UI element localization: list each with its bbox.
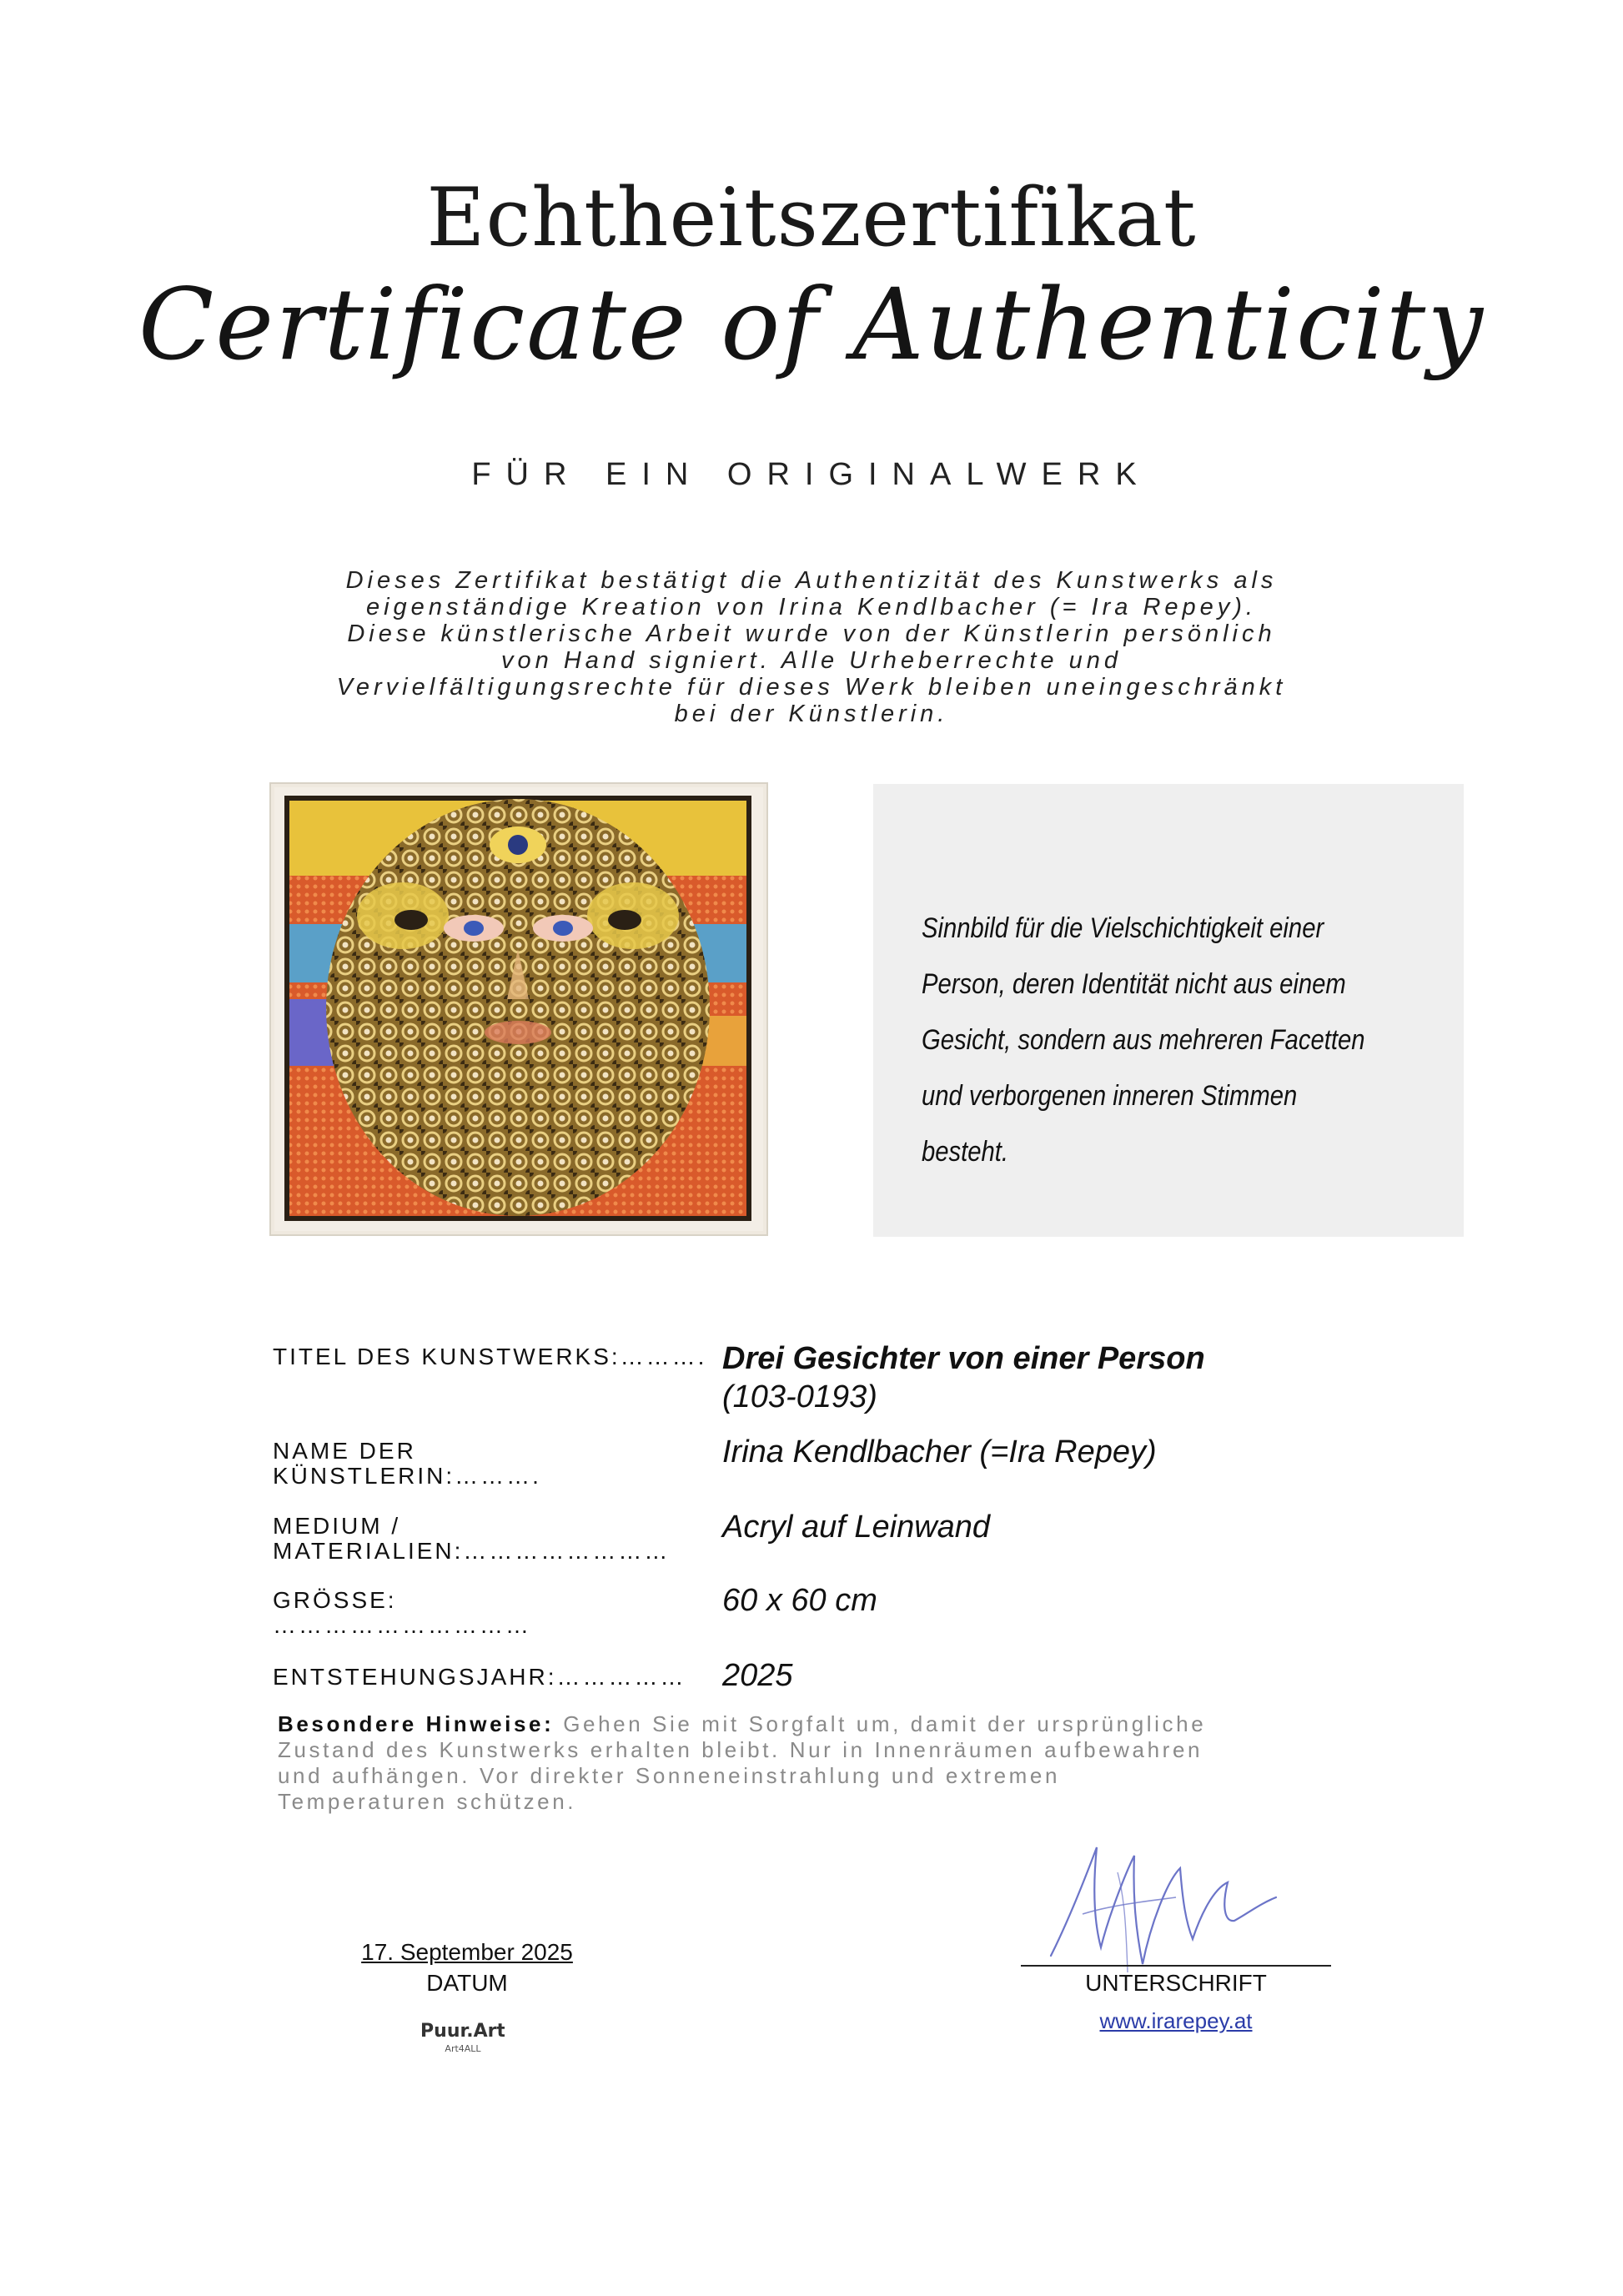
logo-text-main: Puur.Art xyxy=(421,2021,505,2042)
notes-line: Zustand des Kunstwerks erhalten bleibt. Nur in Innenräumen aufbewahren xyxy=(278,1737,1203,1762)
date-label: DATUM xyxy=(426,1970,508,1996)
logo-text-sub: Art4ALL xyxy=(445,2043,481,2054)
description-line: besteht. xyxy=(922,1136,1009,1168)
intro-line: Diese künstlerische Arbeit wurde von der Künstlerin persönlich xyxy=(347,620,1276,647)
medium-label xyxy=(273,1514,670,1564)
signature-line xyxy=(1021,1965,1331,1967)
description-line: und verborgenen inneren Stimmen xyxy=(922,1080,1298,1112)
year-value: 2025 xyxy=(722,1658,793,1693)
artwork-description xyxy=(922,901,1452,1180)
notes-line: Temperaturen schützen. xyxy=(278,1789,577,1814)
puur-art-logo xyxy=(421,2012,505,2062)
size-label xyxy=(273,1588,531,1638)
intro-paragraph xyxy=(284,567,1339,727)
size-value: 60 x 60 cm xyxy=(722,1583,877,1618)
certificate-title-german: Echtheitszertifikat xyxy=(426,171,1197,264)
website-link[interactable]: www.irarepey.at xyxy=(1099,2008,1253,2033)
description-line: Sinnbild für die Vielschichtigkeit einer xyxy=(922,912,1324,944)
artist-label xyxy=(273,1439,541,1489)
intro-line: eigenständige Kreation von Irina Kendlbacher (= Ira Repey). xyxy=(365,594,1257,620)
artist-value: Irina Kendlbacher (=Ira Repey) xyxy=(722,1434,1157,1470)
year-label: ENTSTEHUNGSJAHR:…………… xyxy=(273,1664,686,1690)
certificate-date: 17. September 2025 xyxy=(361,1939,573,1965)
artist-label-line: KÜNSTLERIN:………. xyxy=(273,1463,541,1489)
intro-line: Vervielfältigungsrechte für dieses Werk bleiben uneingeschränkt xyxy=(336,674,1287,701)
notes-line: und aufhängen. Vor direkter Sonneneinstrahlung und extremen xyxy=(278,1763,1061,1788)
artwork-image xyxy=(269,782,768,1236)
special-notes xyxy=(278,1711,1279,1815)
artwork-code-value: (103-0193) xyxy=(722,1379,877,1414)
medium-label-line: MATERIALIEN:…………………… xyxy=(273,1538,671,1564)
notes-label: Besondere Hinweise: xyxy=(278,1711,555,1736)
title-label: TITEL DES KUNSTWERKS:………. xyxy=(273,1344,707,1369)
description-line: Gesicht, sondern aus mehreren Facetten xyxy=(922,1024,1365,1056)
medium-value: Acryl auf Leinwand xyxy=(722,1510,991,1545)
handwritten-signature xyxy=(1034,1822,1284,1985)
certificate-subtitle: FÜR EIN ORIGINALWERK xyxy=(471,457,1152,492)
artist-label-line: NAME DER xyxy=(273,1438,416,1464)
artwork-title-value: Drei Gesichter von einer Person xyxy=(722,1341,1205,1376)
intro-line: von Hand signiert. Alle Urheberrechte und xyxy=(501,647,1122,674)
size-label-line: GRÖSSE: xyxy=(273,1587,397,1613)
intro-line: bei der Künstlerin. xyxy=(674,701,949,727)
description-line: Person, deren Identität nicht aus einem xyxy=(922,968,1346,1000)
intro-line: Dieses Zertifikat bestätigt die Authentizität des Kunstwerks als xyxy=(345,567,1278,594)
notes-line: Gehen Sie mit Sorgfalt um, damit der ursprüngliche xyxy=(563,1711,1207,1736)
medium-label-line: MEDIUM / xyxy=(273,1513,401,1539)
signature-label: UNTERSCHRIFT xyxy=(1085,1970,1267,1996)
certificate-title-english: Certificate of Authenticity xyxy=(138,267,1485,382)
size-label-line: ………………………… xyxy=(273,1612,531,1638)
